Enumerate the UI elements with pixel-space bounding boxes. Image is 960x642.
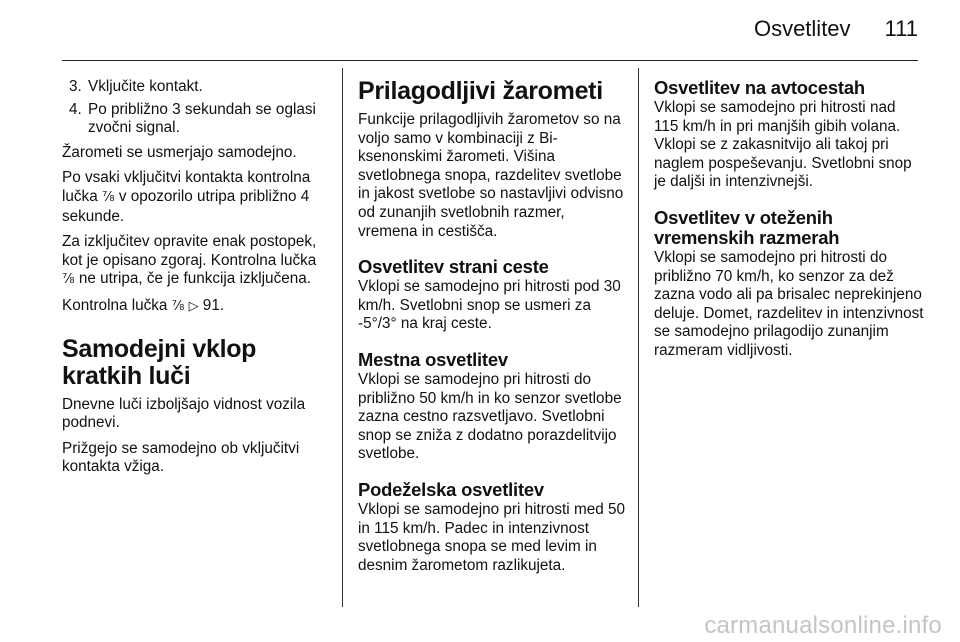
column-1 xyxy=(62,78,326,484)
paragraph: Vklopi se samodejno pri hitrosti do približno 70 km/h, ko senzor za dež zazna vodo ali pa brisalec neprekinjeno deluje. Domet, razdelitev in intenzivnost se samodejno prilagodijo zunanjim razmeram vidljivosti. xyxy=(654,248,924,359)
section-heading: Prilagodljivi žarometi xyxy=(358,77,603,105)
header-rule xyxy=(62,60,918,61)
paragraph: Kontrolna lučka ⅞ ▷ 91. xyxy=(62,296,225,314)
paragraph: Prižgejo se samodejno ob vključitvi kontakta vžiga. xyxy=(62,439,300,476)
page-header xyxy=(754,16,918,42)
page-title: Osvetlitev xyxy=(753,16,851,41)
paragraph: Po vsaki vključitvi kontakta kontrolna lučka ⅞ v opozorilo utripa približno 4 sekunde. xyxy=(62,169,311,225)
warning-lamp-icon: ⅞ xyxy=(101,189,115,205)
page-number: 111 xyxy=(884,16,918,41)
paragraph: Vklopi se samodejno pri hitrosti nad 115 km/h in pri manjših gibih volana. Vklopi se z zakasnitvijo ali takoj pri naglem pospeševanju. Svetlobni snop je daljši in intenzivnejši. xyxy=(654,99,912,191)
column-divider-2 xyxy=(638,68,639,607)
paragraph: Žarometi se usmerjajo samodejno. xyxy=(62,143,297,161)
subsection-heading: Mestna osvetlitev xyxy=(358,348,508,370)
warning-lamp-icon: ⅞ xyxy=(62,272,75,288)
column-2 xyxy=(358,78,626,582)
column-divider-1 xyxy=(342,68,343,607)
warning-lamp-icon: ⅞ xyxy=(171,298,185,314)
paragraph: Vklopi se samodejno pri hitrosti pod 30 km/h. Svetlobni snop se usmeri za -5°/3° na kraj ceste. xyxy=(358,278,621,333)
paragraph: Funkcije prilagodljivih žarometov so na voljo samo v kombinaciji z Bi-ksenonskimi žarometi. Višina svetlobnega snopa, razdelitev svetlobe in jakost svetlobe so nastavljivi odvisno od zunanjih svetlobnih razmer, vremena in cestišča. xyxy=(358,111,624,240)
paragraph: Vklopi se samodejno pri hitrosti med 50 in 115 km/h. Padec in intenzivnost svetlobnega snopa se med levim in desnim žarometom razlikujeta. xyxy=(358,500,625,574)
paragraph: Vklopi se samodejno pri hitrosti do približno 50 km/h in ko senzor svetlobe zazna cestno razsvetljavo. Svetlobni snop se zniža z dodatno porazdelitvijo svetlobe. xyxy=(358,370,622,463)
list-item: 4. Po približno 3 sekundah se oglasi zvočni signal. xyxy=(69,100,316,137)
paragraph: Dnevne luči izboljšajo vidnost vozila podnevi. xyxy=(62,395,306,432)
column-3 xyxy=(654,78,924,368)
section-heading: Samodejni vklop kratkih luči xyxy=(62,334,257,390)
list-item: 3. Vključite kontakt. xyxy=(69,78,203,95)
subsection-heading: Osvetlitev v oteženih vremenskih razmerah xyxy=(654,206,840,248)
subsection-heading: Podeželska osvetlitev xyxy=(358,478,544,500)
steps-list xyxy=(62,78,326,138)
subsection-heading: Osvetlitev na avtocestah xyxy=(654,77,865,98)
paragraph: Za izključitev opravite enak postopek, kot je opisano zgoraj. Kontrolna lučka ⅞ ne utripa, če je funkcija izključena. xyxy=(62,233,317,288)
watermark: carmanualsonline.info xyxy=(704,612,942,639)
page-reference: 91. xyxy=(198,296,225,314)
subsection-heading: Osvetlitev strani ceste xyxy=(358,256,549,278)
reference-arrow-icon: ▷ xyxy=(188,298,199,314)
